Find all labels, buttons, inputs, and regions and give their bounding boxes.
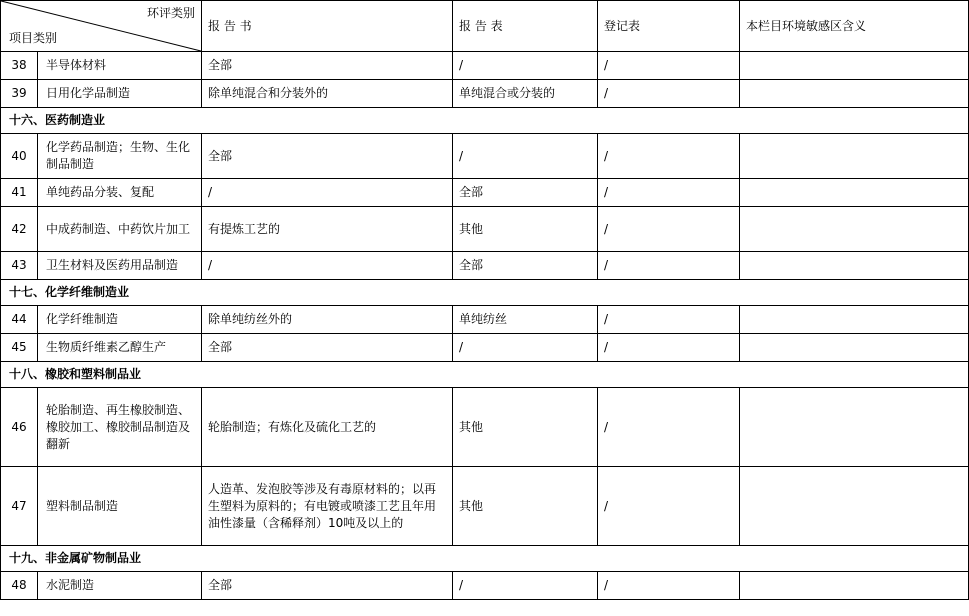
table-row (1, 52, 969, 80)
section-title: 十八、橡胶和塑料制品业 (1, 362, 969, 388)
registration-cell: / (598, 334, 740, 362)
eia-category-label: 环评类别 (146, 6, 195, 20)
project-name: 水泥制造 (46, 578, 95, 592)
project-cell (1, 306, 202, 334)
item-number: 42 (1, 207, 38, 251)
item-number: 40 (1, 134, 38, 178)
table-row (1, 207, 969, 252)
report-form-cell: / (453, 572, 598, 600)
item-number: 38 (1, 52, 38, 79)
sensitive-area-cell (740, 80, 969, 108)
report-book-cell: / (202, 252, 453, 280)
report-form-cell: 其他 (453, 467, 598, 546)
registration-form-header: 登记表 (598, 1, 740, 52)
registration-cell: / (598, 80, 740, 108)
item-number: 44 (1, 306, 38, 333)
report-book-cell: 除单纯纺丝外的 (202, 306, 453, 334)
project-cell (1, 388, 202, 467)
report-form-cell: 全部 (453, 179, 598, 207)
registration-cell: / (598, 306, 740, 334)
project-cell (1, 179, 202, 207)
report-book-cell: 全部 (202, 572, 453, 600)
report-form-cell: / (453, 334, 598, 362)
section-title: 十七、化学纤维制造业 (1, 280, 969, 306)
sensitive-area-cell (740, 252, 969, 280)
project-name: 化学药品制造；生物、生化制品制造 (46, 140, 191, 171)
report-form-cell: 全部 (453, 252, 598, 280)
diagonal-header-cell (1, 1, 202, 52)
table-row (1, 134, 969, 179)
sensitive-area-cell (740, 467, 969, 546)
registration-cell: / (598, 179, 740, 207)
sensitive-area-cell (740, 572, 969, 600)
table-row (1, 179, 969, 207)
section-title: 十六、医药制造业 (1, 108, 969, 134)
project-cell (1, 134, 202, 179)
item-number: 43 (1, 252, 38, 279)
project-category-label: 项目类别 (9, 31, 58, 45)
section-row (1, 546, 969, 572)
report-book-cell: 有提炼工艺的 (202, 207, 453, 252)
project-name: 中成药制造、中药饮片加工 (46, 221, 191, 236)
table-row (1, 572, 969, 600)
table-row (1, 467, 969, 546)
project-cell (1, 572, 202, 600)
report-book-cell: 全部 (202, 334, 453, 362)
item-number: 46 (1, 388, 38, 466)
project-cell (1, 467, 202, 546)
sensitive-area-cell (740, 334, 969, 362)
report-form-cell: 单纯混合或分装的 (453, 80, 598, 108)
registration-cell: / (598, 52, 740, 80)
project-name: 化学纤维制造 (46, 312, 119, 326)
report-book-cell: 全部 (202, 134, 453, 179)
project-name: 生物质纤维素乙醇生产 (46, 340, 167, 354)
registration-cell: / (598, 134, 740, 179)
item-number: 45 (1, 334, 38, 361)
report-book-header: 报 告 书 (202, 1, 453, 52)
table-row (1, 334, 969, 362)
project-name: 卫生材料及医药用品制造 (46, 258, 179, 272)
table-row (1, 388, 969, 467)
project-name: 半导体材料 (46, 58, 107, 72)
section-row (1, 108, 969, 134)
table-body (1, 52, 969, 600)
sensitive-area-cell (740, 207, 969, 252)
sensitive-area-cell (740, 179, 969, 207)
section-row (1, 362, 969, 388)
registration-cell: / (598, 388, 740, 467)
report-form-cell: 其他 (453, 207, 598, 252)
report-form-header: 报 告 表 (453, 1, 598, 52)
project-name: 塑料制品制造 (46, 498, 119, 513)
registration-cell: / (598, 207, 740, 252)
table-row (1, 80, 969, 108)
report-book-cell: 轮胎制造；有炼化及硫化工艺的 (202, 388, 453, 467)
report-book-cell: 除单纯混合和分装外的 (202, 80, 453, 108)
project-cell (1, 252, 202, 280)
registration-cell: / (598, 252, 740, 280)
report-form-cell: 单纯纺丝 (453, 306, 598, 334)
report-book-cell: 人造革、发泡胶等涉及有毒原材料的；以再生塑料为原料的；有电镀或喷漆工艺且年用油性漆量（含稀释剂）10吨及以上的 (202, 467, 453, 546)
sensitive-area-header: 本栏目环境敏感区含义 (740, 1, 969, 52)
report-form-cell: / (453, 52, 598, 80)
project-name: 轮胎制造、再生橡胶制造、橡胶加工、橡胶制品制造及翻新 (46, 402, 191, 451)
project-name: 日用化学品制造 (46, 86, 131, 100)
report-book-cell: / (202, 179, 453, 207)
project-cell (1, 334, 202, 362)
section-row (1, 280, 969, 306)
sensitive-area-cell (740, 388, 969, 467)
item-number: 48 (1, 572, 38, 599)
report-form-cell: 其他 (453, 388, 598, 467)
project-cell (1, 52, 202, 80)
item-number: 39 (1, 80, 38, 107)
sensitive-area-cell (740, 134, 969, 179)
item-number: 41 (1, 179, 38, 206)
sensitive-area-cell (740, 306, 969, 334)
table-header-row (1, 1, 969, 52)
registration-cell: / (598, 572, 740, 600)
section-title: 十九、非金属矿物制品业 (1, 546, 969, 572)
project-cell (1, 207, 202, 252)
table-row (1, 306, 969, 334)
sensitive-area-cell (740, 52, 969, 80)
registration-cell: / (598, 467, 740, 546)
project-cell (1, 80, 202, 108)
table-row (1, 252, 969, 280)
project-name: 单纯药品分装、复配 (46, 185, 155, 199)
report-book-cell: 全部 (202, 52, 453, 80)
report-form-cell: / (453, 134, 598, 179)
item-number: 47 (1, 467, 38, 545)
